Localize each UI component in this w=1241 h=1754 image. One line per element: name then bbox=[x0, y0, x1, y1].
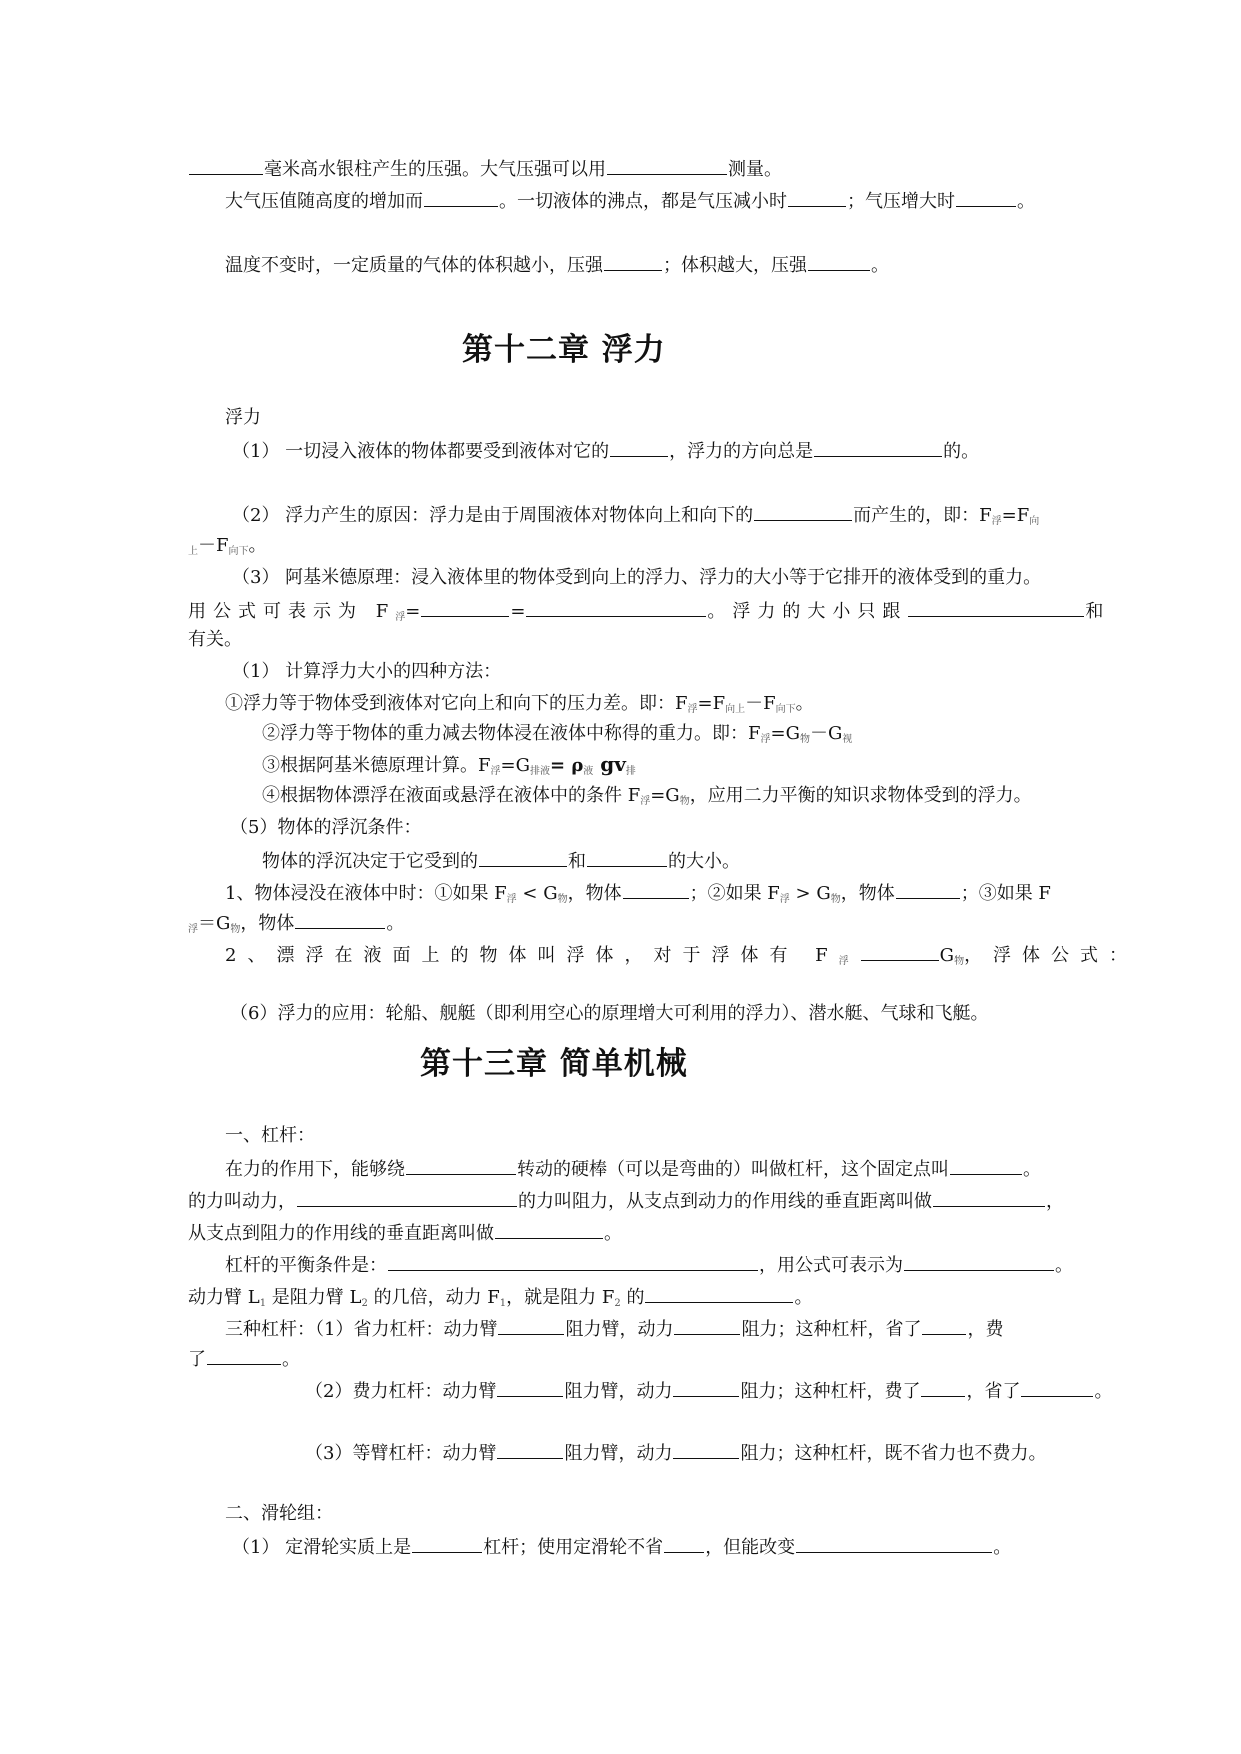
fill-blank[interactable] bbox=[1021, 1378, 1093, 1397]
fill-blank[interactable] bbox=[424, 188, 498, 207]
fill-blank[interactable] bbox=[674, 1316, 740, 1335]
fill-blank[interactable] bbox=[497, 1440, 563, 1459]
text-line: （2） 浮力产生的原因：浮力是由于周围液体对物体向上和向下的 而产生的，即：$F_浮=F_向$ bbox=[232, 502, 1039, 534]
text-line: （5）物体的浮沉条件： bbox=[230, 817, 422, 838]
text-line: 2、漂浮在液面上的物体叫浮体，对于浮体有 $F_浮$ $G_物$，浮体公式： bbox=[225, 942, 1138, 974]
fill-blank[interactable] bbox=[664, 1534, 704, 1553]
text-line: 动力臂 $L_1$ 是阻力臂 $L_2$ 的几倍，动力 $F_1$，就是阻力 $F_2$ 的 。 bbox=[188, 1284, 812, 1316]
fill-blank[interactable] bbox=[904, 1252, 1054, 1271]
fill-blank[interactable] bbox=[673, 1378, 739, 1397]
fill-blank[interactable] bbox=[607, 156, 727, 175]
fill-blank[interactable] bbox=[498, 1316, 564, 1335]
text-line: （3）等臂杠杆：动力臂 阻力臂，动力 阻力；这种杠杆，既不省力也不费力。 bbox=[305, 1440, 1046, 1466]
fill-blank[interactable] bbox=[587, 848, 667, 867]
text-line: （1） 计算浮力大小的四种方法： bbox=[232, 661, 502, 682]
fill-blank[interactable] bbox=[861, 942, 939, 961]
fill-blank[interactable] bbox=[808, 252, 870, 271]
text-line: 用公式可表示为 $F_浮=$ = 。浮力的大小只跟 和 bbox=[188, 598, 1103, 630]
fill-blank[interactable] bbox=[645, 1284, 793, 1303]
fill-blank[interactable] bbox=[814, 438, 942, 457]
text-line: （2）费力杠杆：动力臂 阻力臂，动力 阻力；这种杠杆，费了 ，省了 。 bbox=[305, 1378, 1112, 1404]
text-line: 1、物体浸没在液体中时：①如果 $F_浮 < G_物$，物体 ；②如果 $F_浮 > G_物$，物体 ；③如果 F bbox=[225, 880, 1051, 912]
fill-blank[interactable] bbox=[922, 1316, 966, 1335]
text-line: $_上-F_{向下}$。 bbox=[188, 535, 267, 557]
text-line: 了 。 bbox=[188, 1346, 300, 1372]
fill-blank[interactable] bbox=[526, 598, 706, 617]
fill-blank[interactable] bbox=[604, 252, 662, 271]
fill-blank[interactable] bbox=[297, 1188, 517, 1207]
text-line: （6）浮力的应用：轮船、舰艇（即利用空心的原理增大可利用的浮力）、潜水艇、气球和飞艇。 bbox=[230, 1003, 989, 1024]
text-line: 在力的作用下，能够绕 转动的硬棒（可以是弯曲的）叫做杠杆，这个固定点叫 。 bbox=[225, 1156, 1041, 1182]
text-line: （3） 阿基米德原理：浸入液体里的物体受到向上的浮力、浮力的大小等于它排开的液体受到的重力。 bbox=[232, 567, 1042, 588]
fill-blank[interactable] bbox=[610, 438, 668, 457]
text-line: 温度不变时，一定质量的气体的体积越小，压强 ；体积越大，压强 。 bbox=[225, 252, 889, 278]
fill-blank[interactable] bbox=[673, 1440, 739, 1459]
text-line: 有关。 bbox=[188, 629, 242, 650]
fill-blank[interactable] bbox=[623, 880, 689, 899]
text-line: 杠杆的平衡条件是： ，用公式可表示为 。 bbox=[225, 1252, 1073, 1278]
fill-blank[interactable] bbox=[479, 848, 567, 867]
text-line: 的力叫动力， 的力叫阻力，从支点到动力的作用线的垂直距离叫做 ， bbox=[188, 1188, 1064, 1214]
text-line: 毫米高水银柱产生的压强。大气压强可以用 测量。 bbox=[188, 156, 782, 182]
text-line: 大气压值随高度的增加而 。一切液体的沸点，都是气压减小时 ；气压增大时 。 bbox=[225, 188, 1035, 214]
chapter-13-title: 第十三章 简单机械 bbox=[420, 1046, 688, 1082]
fill-blank[interactable] bbox=[933, 1188, 1045, 1207]
fill-blank[interactable] bbox=[207, 1346, 281, 1365]
text-line: （1） 定滑轮实质上是 杠杆；使用定滑轮不省 ，但能改变 。 bbox=[232, 1534, 1011, 1560]
text-line: ①浮力等于物体受到液体对它向上和向下的压力差。即：$F_浮=F_{向上}-F_{向下}$。 bbox=[225, 693, 814, 715]
fill-blank[interactable] bbox=[189, 156, 263, 175]
fill-blank[interactable] bbox=[754, 502, 852, 521]
fill-blank[interactable] bbox=[896, 880, 960, 899]
fill-blank[interactable] bbox=[921, 1378, 965, 1397]
fill-blank[interactable] bbox=[956, 188, 1016, 207]
text-line: （1） 一切浸入液体的物体都要受到液体对它的 ，浮力的方向总是 的。 bbox=[232, 438, 979, 464]
fill-blank[interactable] bbox=[295, 910, 385, 929]
section-heading: 浮力 bbox=[225, 407, 261, 428]
text-line: ④根据物体漂浮在液面或悬浮在液体中的条件 $F_浮=G_物$，应用二力平衡的知识求物体受到的浮力。 bbox=[262, 785, 1032, 807]
chapter-12-title: 第十二章 浮力 bbox=[462, 332, 666, 368]
fill-blank[interactable] bbox=[788, 188, 846, 207]
text-line: $_浮=G_物$，物体 。 bbox=[188, 910, 404, 942]
fill-blank[interactable] bbox=[796, 1534, 992, 1553]
fill-blank[interactable] bbox=[406, 1156, 516, 1175]
fill-blank[interactable] bbox=[950, 1156, 1022, 1175]
fill-blank[interactable] bbox=[497, 1378, 563, 1397]
text-line: 从支点到阻力的作用线的垂直距离叫做 。 bbox=[188, 1220, 622, 1246]
text-line: ②浮力等于物体的重力减去物体浸在液体中称得的重力。即：$F_浮=G_物-G_视$ bbox=[262, 723, 853, 745]
fill-blank[interactable] bbox=[388, 1252, 758, 1271]
section-heading: 一、杠杆： bbox=[225, 1125, 315, 1146]
text-line: ③根据阿基米德原理计算。$F_浮=G_{排液}= \rho_液$ $gv_排$ bbox=[262, 752, 636, 777]
text-line: 三种杠杆：（1）省力杠杆：动力臂 阻力臂，动力 阻力；这种杠杆，省了 ，费 bbox=[225, 1316, 1003, 1342]
text-line: 物体的浮沉决定于它受到的 和 的大小。 bbox=[262, 848, 740, 874]
fill-blank[interactable] bbox=[495, 1220, 603, 1239]
section-heading: 二、滑轮组： bbox=[225, 1503, 333, 1524]
fill-blank[interactable] bbox=[412, 1534, 482, 1553]
fill-blank[interactable] bbox=[908, 598, 1084, 617]
fill-blank[interactable] bbox=[421, 598, 509, 617]
